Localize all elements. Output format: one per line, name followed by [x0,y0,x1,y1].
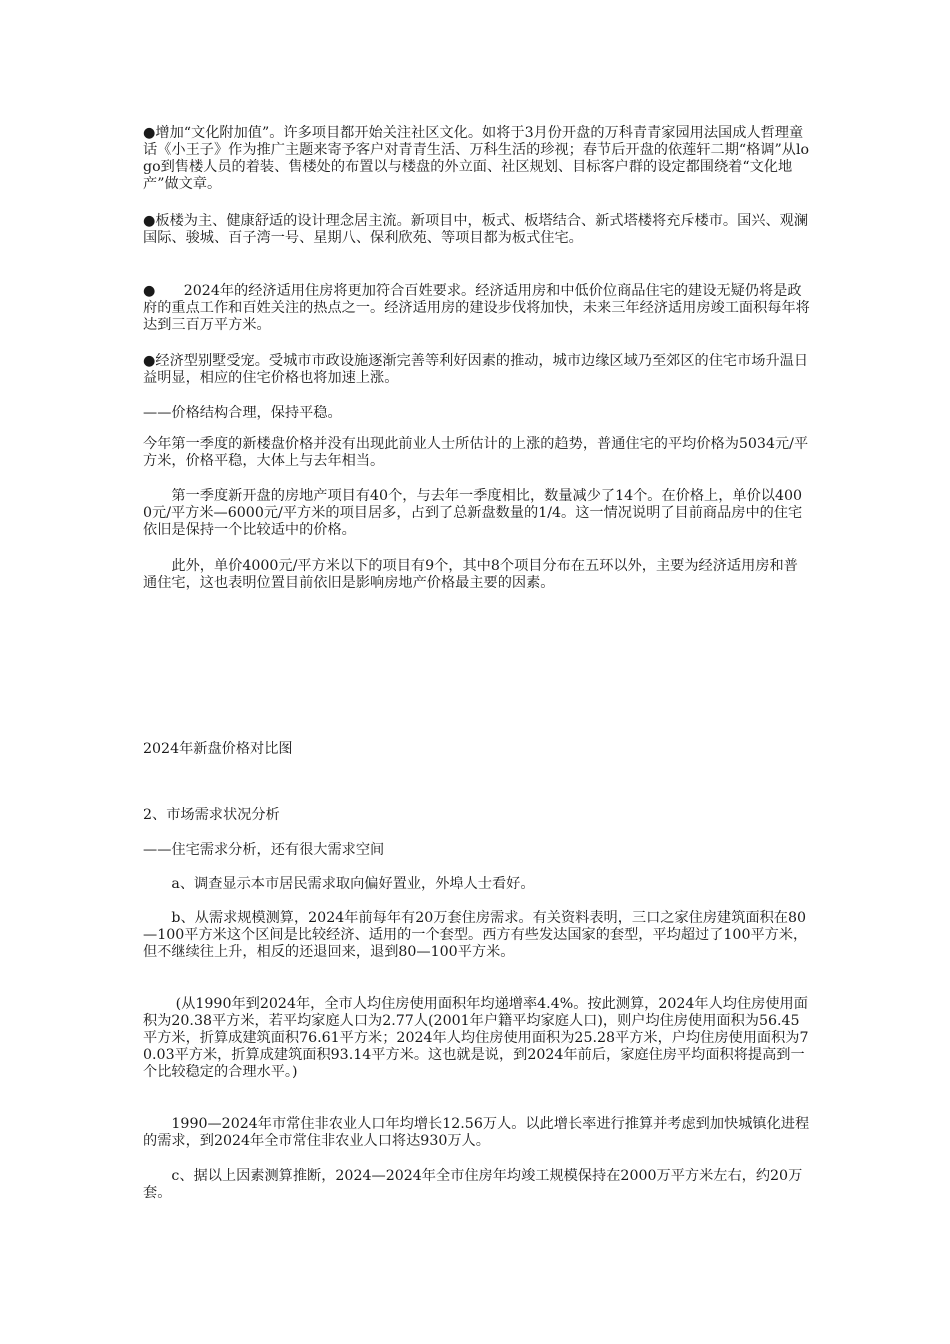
paragraph-population-growth: 1990—2024年市常住非农业人口年均增长12.56万人。以此增长率进行推算并考虑到加快城镇化进程的需求，到2024年全市常住非农业人口将达930万人。 [143,1116,810,1149]
paragraph-below-4000: 此外，单价4000元/平方米以下的项目有9个，其中8个项目分布在五环以外，主要为经济适用房和普通住宅，这也表明位置目前依旧是影响房地产价格最主要的因素。 [143,558,798,591]
subheading-housing-demand: ——住宅需求分析，还有很大需求空间 [143,842,385,858]
section-heading-price-structure: ——价格结构合理，保持平稳。 [143,405,342,421]
paragraph-q1-prices: 今年第一季度的新楼盘价格并没有出现此前业人士所估计的上涨的趋势，普通住宅的平均价格为5034元/平方米，价格平稳，大体上与去年相当。 [143,436,809,469]
paragraph-q1-new-projects: 第一季度新开盘的房地产项目有40个，与去年一季度相比，数量减少了14个。在价格上，单价以4000元/平方米—6000元/平方米的项目居多，占到了总新盘数量的1/4。这一情况说明了目前商品房中的住宅依旧是保持一个比较适中的价格。 [143,488,803,538]
paragraph-economy-villas: ●经济型别墅受宠。受城市市政设施逐渐完善等利好因素的推动，城市边缘区域乃至郊区的住宅市场升温日益明显，相应的住宅价格也将加速上涨。 [143,353,809,386]
chart-caption: 2024年新盘价格对比图 [143,741,293,757]
paragraph-item-a: a、调查显示本市居民需求取向偏好置业，外埠人士看好。 [171,876,535,892]
section-heading-market-demand: 2、市场需求状况分析 [143,807,280,823]
paragraph-affordable-housing: ● 2024年的经济适用住房将更加符合百姓要求。经济适用房和中低价位商品住宅的建设无疑仍将是政府的重点工作和百姓关注的热点之一。经济适用房的建设步伐将加快，未来三年经济适用房竣工面积每年将达到三百万平方米。 [143,283,810,333]
paragraph-slab-buildings: ●板楼为主、健康舒适的设计理念居主流。新项目中，板式、板塔结合、新式塔楼将充斥楼市。国兴、观澜国际、骏城、百子湾一号、星期八、保利欣苑、等项目都为板式住宅。 [143,213,809,246]
paragraph-item-c: c、据以上因素测算推断，2024—2024年全市住房年均竣工规模保持在2000万平方米左右，约20万套。 [143,1168,803,1201]
paragraph-culture-value: ●增加“文化附加值”。许多项目都开始关注社区文化。如将于3月份开盘的万科青青家园用法国成人哲理童话《小王子》作为推广主题来寄予客户对青青生活、万科生活的珍视；春节后开盘的依莲轩二期“格调”从logo到售楼人员的着装、售楼处的布置以与楼盘的外立面、社区规划、目标客户群的设定都围绕着“文化地产”做文章。 [143,125,810,192]
paragraph-area-calculation: (从1990年到2024年，全市人均住房使用面积年均递增率4.4%。按此测算，2024年人均住房使用面积为20.38平方米，若平均家庭人口为2.77人(2001年户籍平均家庭人口)，则户均住房使用面积为56.45平方米，折算成建筑面积76.61平方米；2024年人均住房使用面积为25.28平方米，户均住房使用面积为70.03平方米，折算成建筑面积93.14平方米。这也就是说，到2024年前后，家庭住房平均面积将提高到一个比较稳定的合理水平。) [143,996,809,1080]
paragraph-item-b: b、从需求规模测算，2024年前每年有20万套住房需求。有关资料表明，三口之家住房建筑面积在80—100平方米这个区间是比较经济、适用的一个套型。西方有些发达国家的套型，平均超过了100平方米，但不继续往上升，相反的还退回来，退到80—100平方米。 [143,910,808,960]
